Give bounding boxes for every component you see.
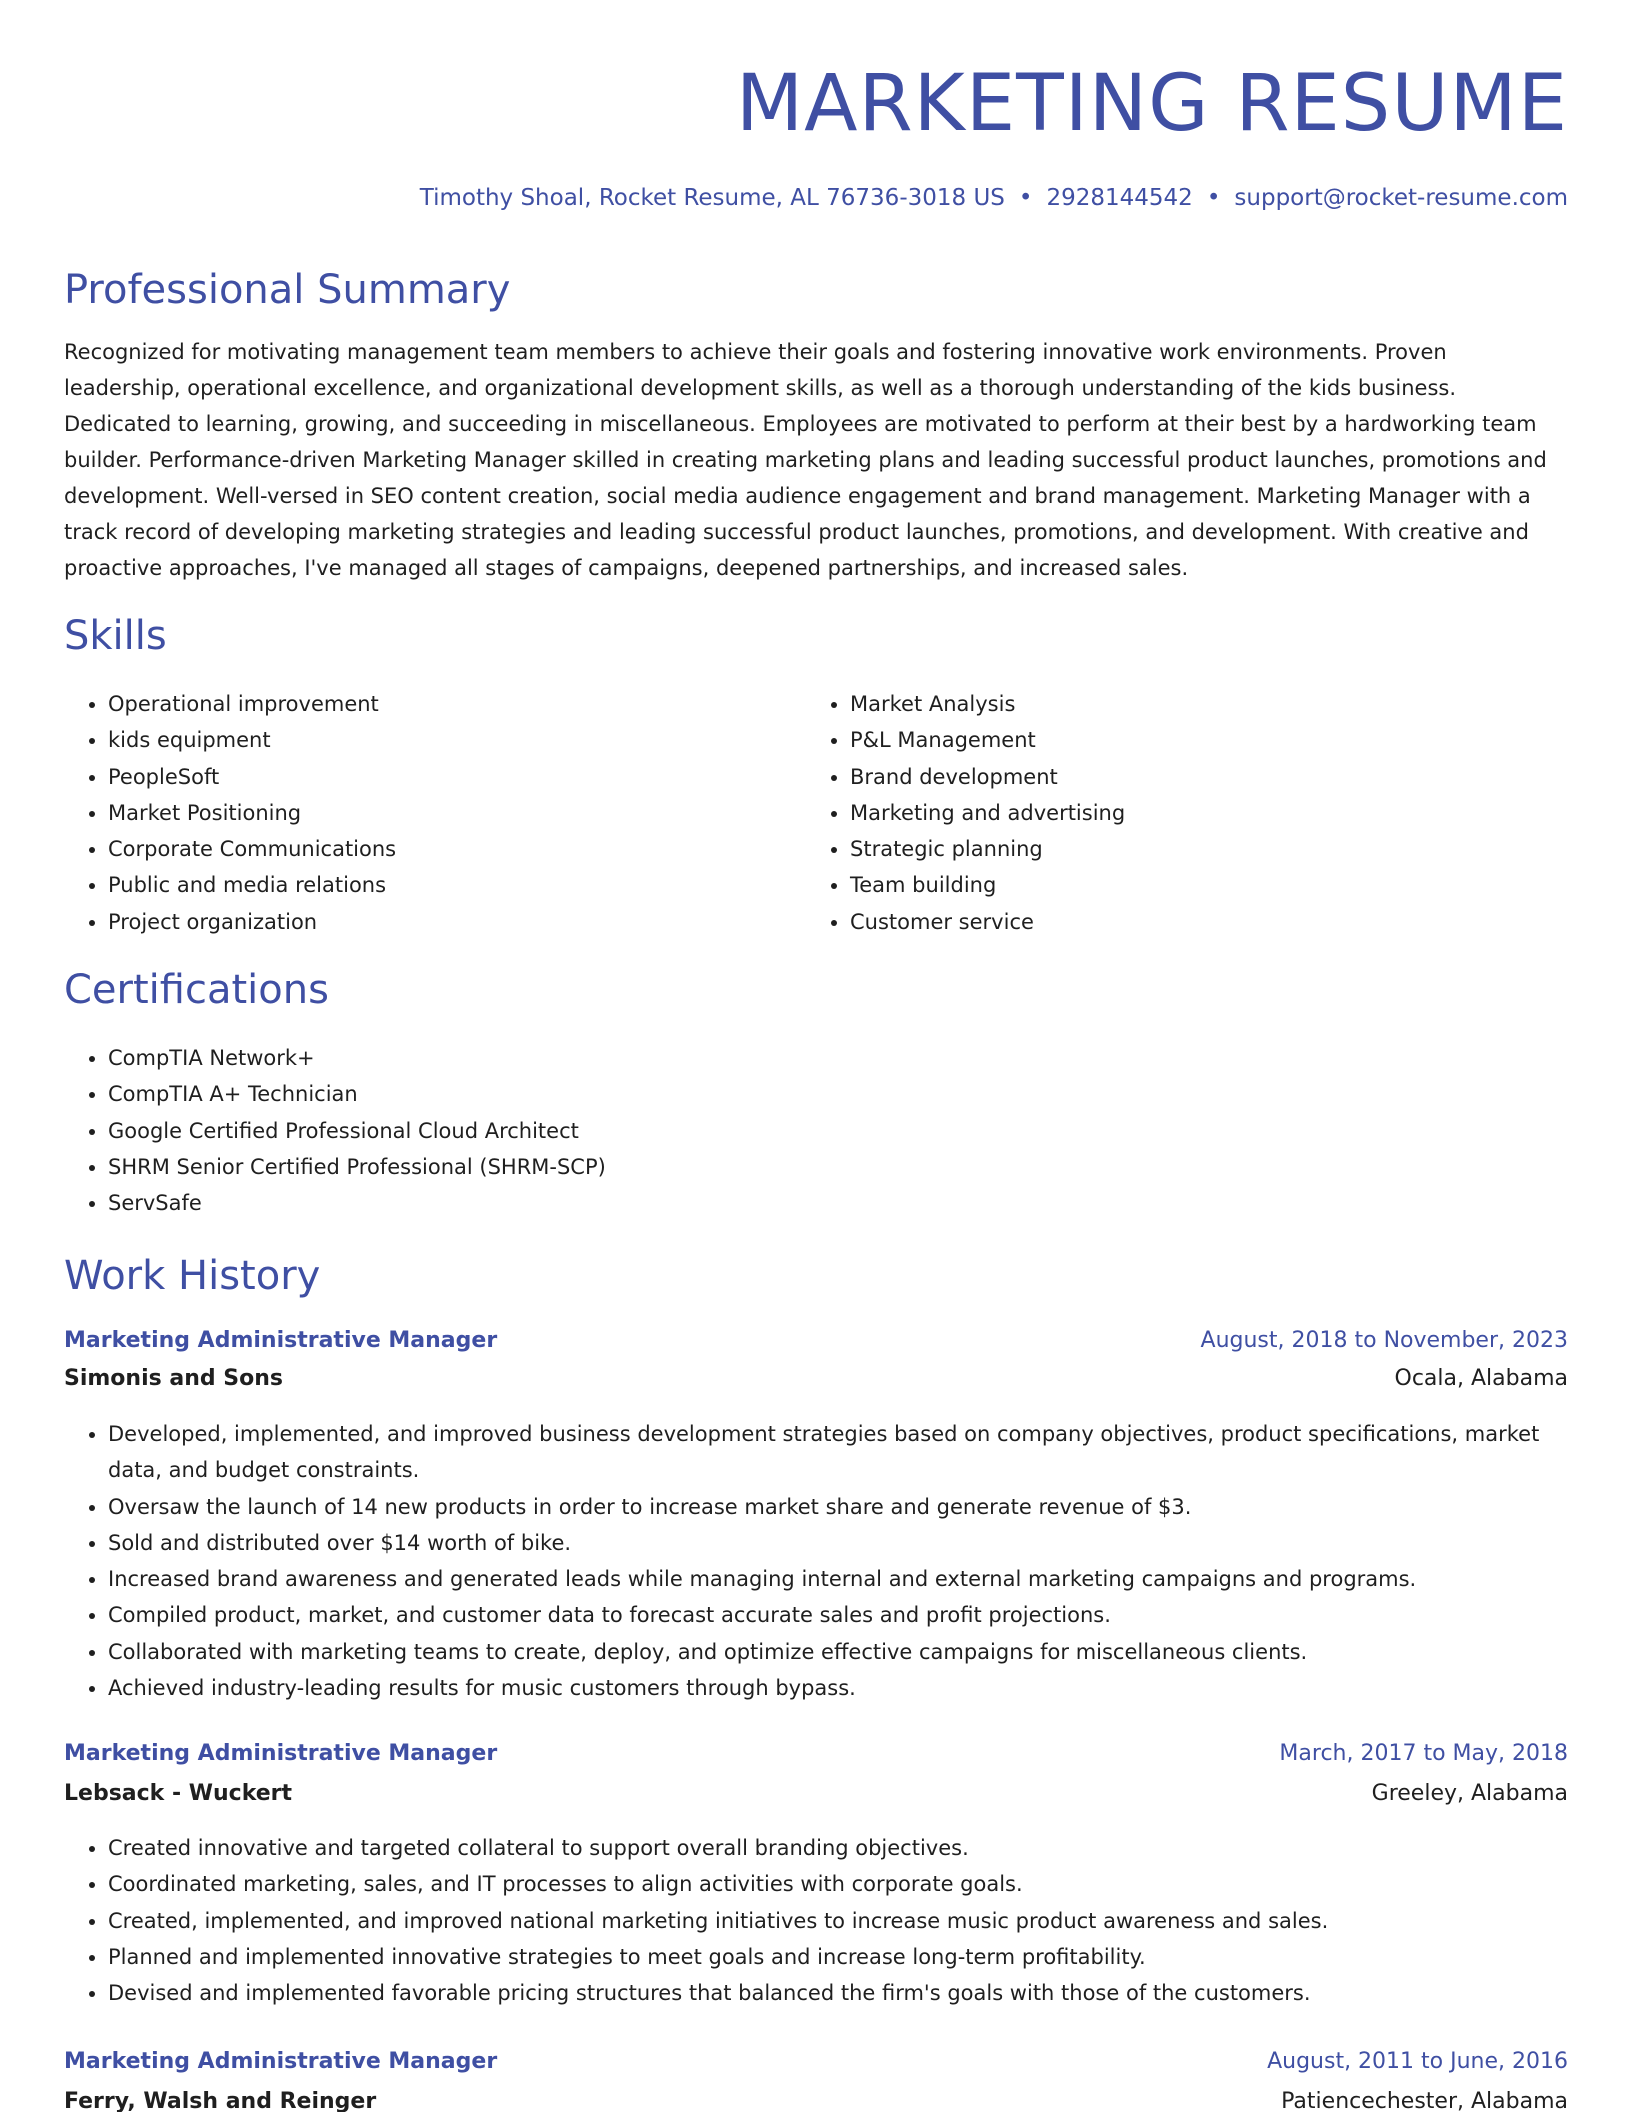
list-item: • Collaborated with marketing teams to create, deploy, and optimize effective campaigns for miscellaneous clients. <box>108 1634 1568 1670</box>
list-item: • Compiled product, market, and customer data to forecast accurate sales and profit projections. <box>108 1597 1568 1633</box>
list-item: • Coordinated marketing, sales, and IT processes to align activities with corporate goals. <box>108 1866 1568 1902</box>
contact-phone: 2928144542 <box>1046 185 1193 211</box>
job-dates: August, 2018 to November, 2023 <box>1200 1328 1568 1353</box>
job-title: Marketing Administrative Manager <box>64 1328 498 1353</box>
certifications-heading: Certifications <box>64 967 329 1013</box>
job-company-row <box>64 1360 1568 1398</box>
contact-separator: • <box>1206 185 1221 211</box>
list-item: • Devised and implemented favorable pricing structures that balanced the firm's goals with those of the customers. <box>108 1975 1568 2011</box>
contact-email: support@rocket-resume.com <box>1234 185 1568 211</box>
list-item: • Developed, implemented, and improved business development strategies based on company objectives, product specifications, market data, and budget constraints. <box>108 1416 1568 1489</box>
list-item: • SHRM Senior Certified Professional (SHRM-SCP) <box>108 1149 1308 1185</box>
skills-list-left <box>64 686 788 940</box>
list-item: • CompTIA A+ Technician <box>108 1076 1308 1112</box>
list-item: • Google Certified Professional Cloud Architect <box>108 1113 1308 1149</box>
summary-heading: Professional Summary <box>64 267 511 313</box>
contact-line <box>420 178 1568 218</box>
list-item: • CompTIA Network+ <box>108 1040 1308 1076</box>
skills-list-right <box>806 686 1550 940</box>
job-dates: March, 2017 to May, 2018 <box>1279 1741 1568 1766</box>
list-item: • Project organization <box>108 904 788 940</box>
list-item: • Public and media relations <box>108 867 788 903</box>
list-item: • kids equipment <box>108 722 788 758</box>
job-dates: August, 2011 to June, 2016 <box>1267 2049 1568 2074</box>
job-title-row <box>64 1735 1568 1773</box>
contact-separator: • <box>1018 185 1033 211</box>
job-location: Ocala, Alabama <box>1394 1366 1568 1391</box>
job-company-row <box>64 2083 1568 2112</box>
job-company: Lebsack - Wuckert <box>64 1781 293 1806</box>
job-company-row <box>64 1775 1568 1813</box>
list-item: • ServSafe <box>108 1185 1308 1221</box>
job-title-row <box>64 1322 1568 1360</box>
list-item: • PeopleSoft <box>108 759 788 795</box>
list-item: • Team building <box>850 867 1550 903</box>
job-location: Patiencechester, Alabama <box>1281 2089 1568 2112</box>
list-item: • Market Analysis <box>850 686 1550 722</box>
job-title: Marketing Administrative Manager <box>64 1741 498 1766</box>
resume-title: MARKETING RESUME <box>735 59 1568 149</box>
job-company: Ferry, Walsh and Reinger <box>64 2089 377 2112</box>
job-location: Greeley, Alabama <box>1371 1781 1568 1806</box>
skills-heading: Skills <box>64 613 167 659</box>
summary-text: Recognized for motivating management team members to achieve their goals and fostering innovative work environments. Proven leadership, operational excellence, and organizational development skills, as well as a thorough understanding of the kids business. Dedicated to learning, growing, and succeeding in miscellaneous. Employees are motivated to perform at their best by a hardworking team builder. Performance-driven Marketing Manager skilled in creating marketing plans and leading successful product launches, promotions and development. Well-versed in SEO content creation, social media audience engagement and brand management. Marketing Manager with a track record of developing marketing strategies and leading successful product launches, promotions, and development. With creative and proactive approaches, I've managed all stages of campaigns, deepened partnerships, and increased sales. <box>64 340 1547 580</box>
list-item: • Brand development <box>850 759 1550 795</box>
list-item: • Created innovative and targeted collateral to support overall branding objectives. <box>108 1830 1568 1866</box>
list-item: • Customer service <box>850 904 1550 940</box>
job-duties-list <box>64 1416 1568 1706</box>
contact-address: Timothy Shoal, Rocket Resume, AL 76736-3018 US <box>419 185 1005 211</box>
list-item: • P&L Management <box>850 722 1550 758</box>
job-title: Marketing Administrative Manager <box>64 2049 498 2074</box>
list-item: • Oversaw the launch of 14 new products in order to increase market share and generate revenue of $3. <box>108 1489 1568 1525</box>
list-item: • Created, implemented, and improved national marketing initiatives to increase music product awareness and sales. <box>108 1903 1568 1939</box>
list-item: • Operational improvement <box>108 686 788 722</box>
list-item: • Increased brand awareness and generated leads while managing internal and external marketing campaigns and programs. <box>108 1561 1568 1597</box>
list-item: • Sold and distributed over $14 worth of bike. <box>108 1525 1568 1561</box>
work-history-heading: Work History <box>64 1253 321 1299</box>
list-item: • Marketing and advertising <box>850 795 1550 831</box>
list-item: • Market Positioning <box>108 795 788 831</box>
list-item: • Strategic planning <box>850 831 1550 867</box>
job-duties-list <box>64 1830 1568 2011</box>
certifications-list <box>64 1040 1308 1221</box>
list-item: • Planned and implemented innovative strategies to meet goals and increase long-term profitability. <box>108 1939 1568 1975</box>
list-item: • Achieved industry-leading results for music customers through bypass. <box>108 1670 1568 1706</box>
job-title-row <box>64 2043 1568 2081</box>
list-item: • Corporate Communications <box>108 831 788 867</box>
job-company: Simonis and Sons <box>64 1366 284 1391</box>
